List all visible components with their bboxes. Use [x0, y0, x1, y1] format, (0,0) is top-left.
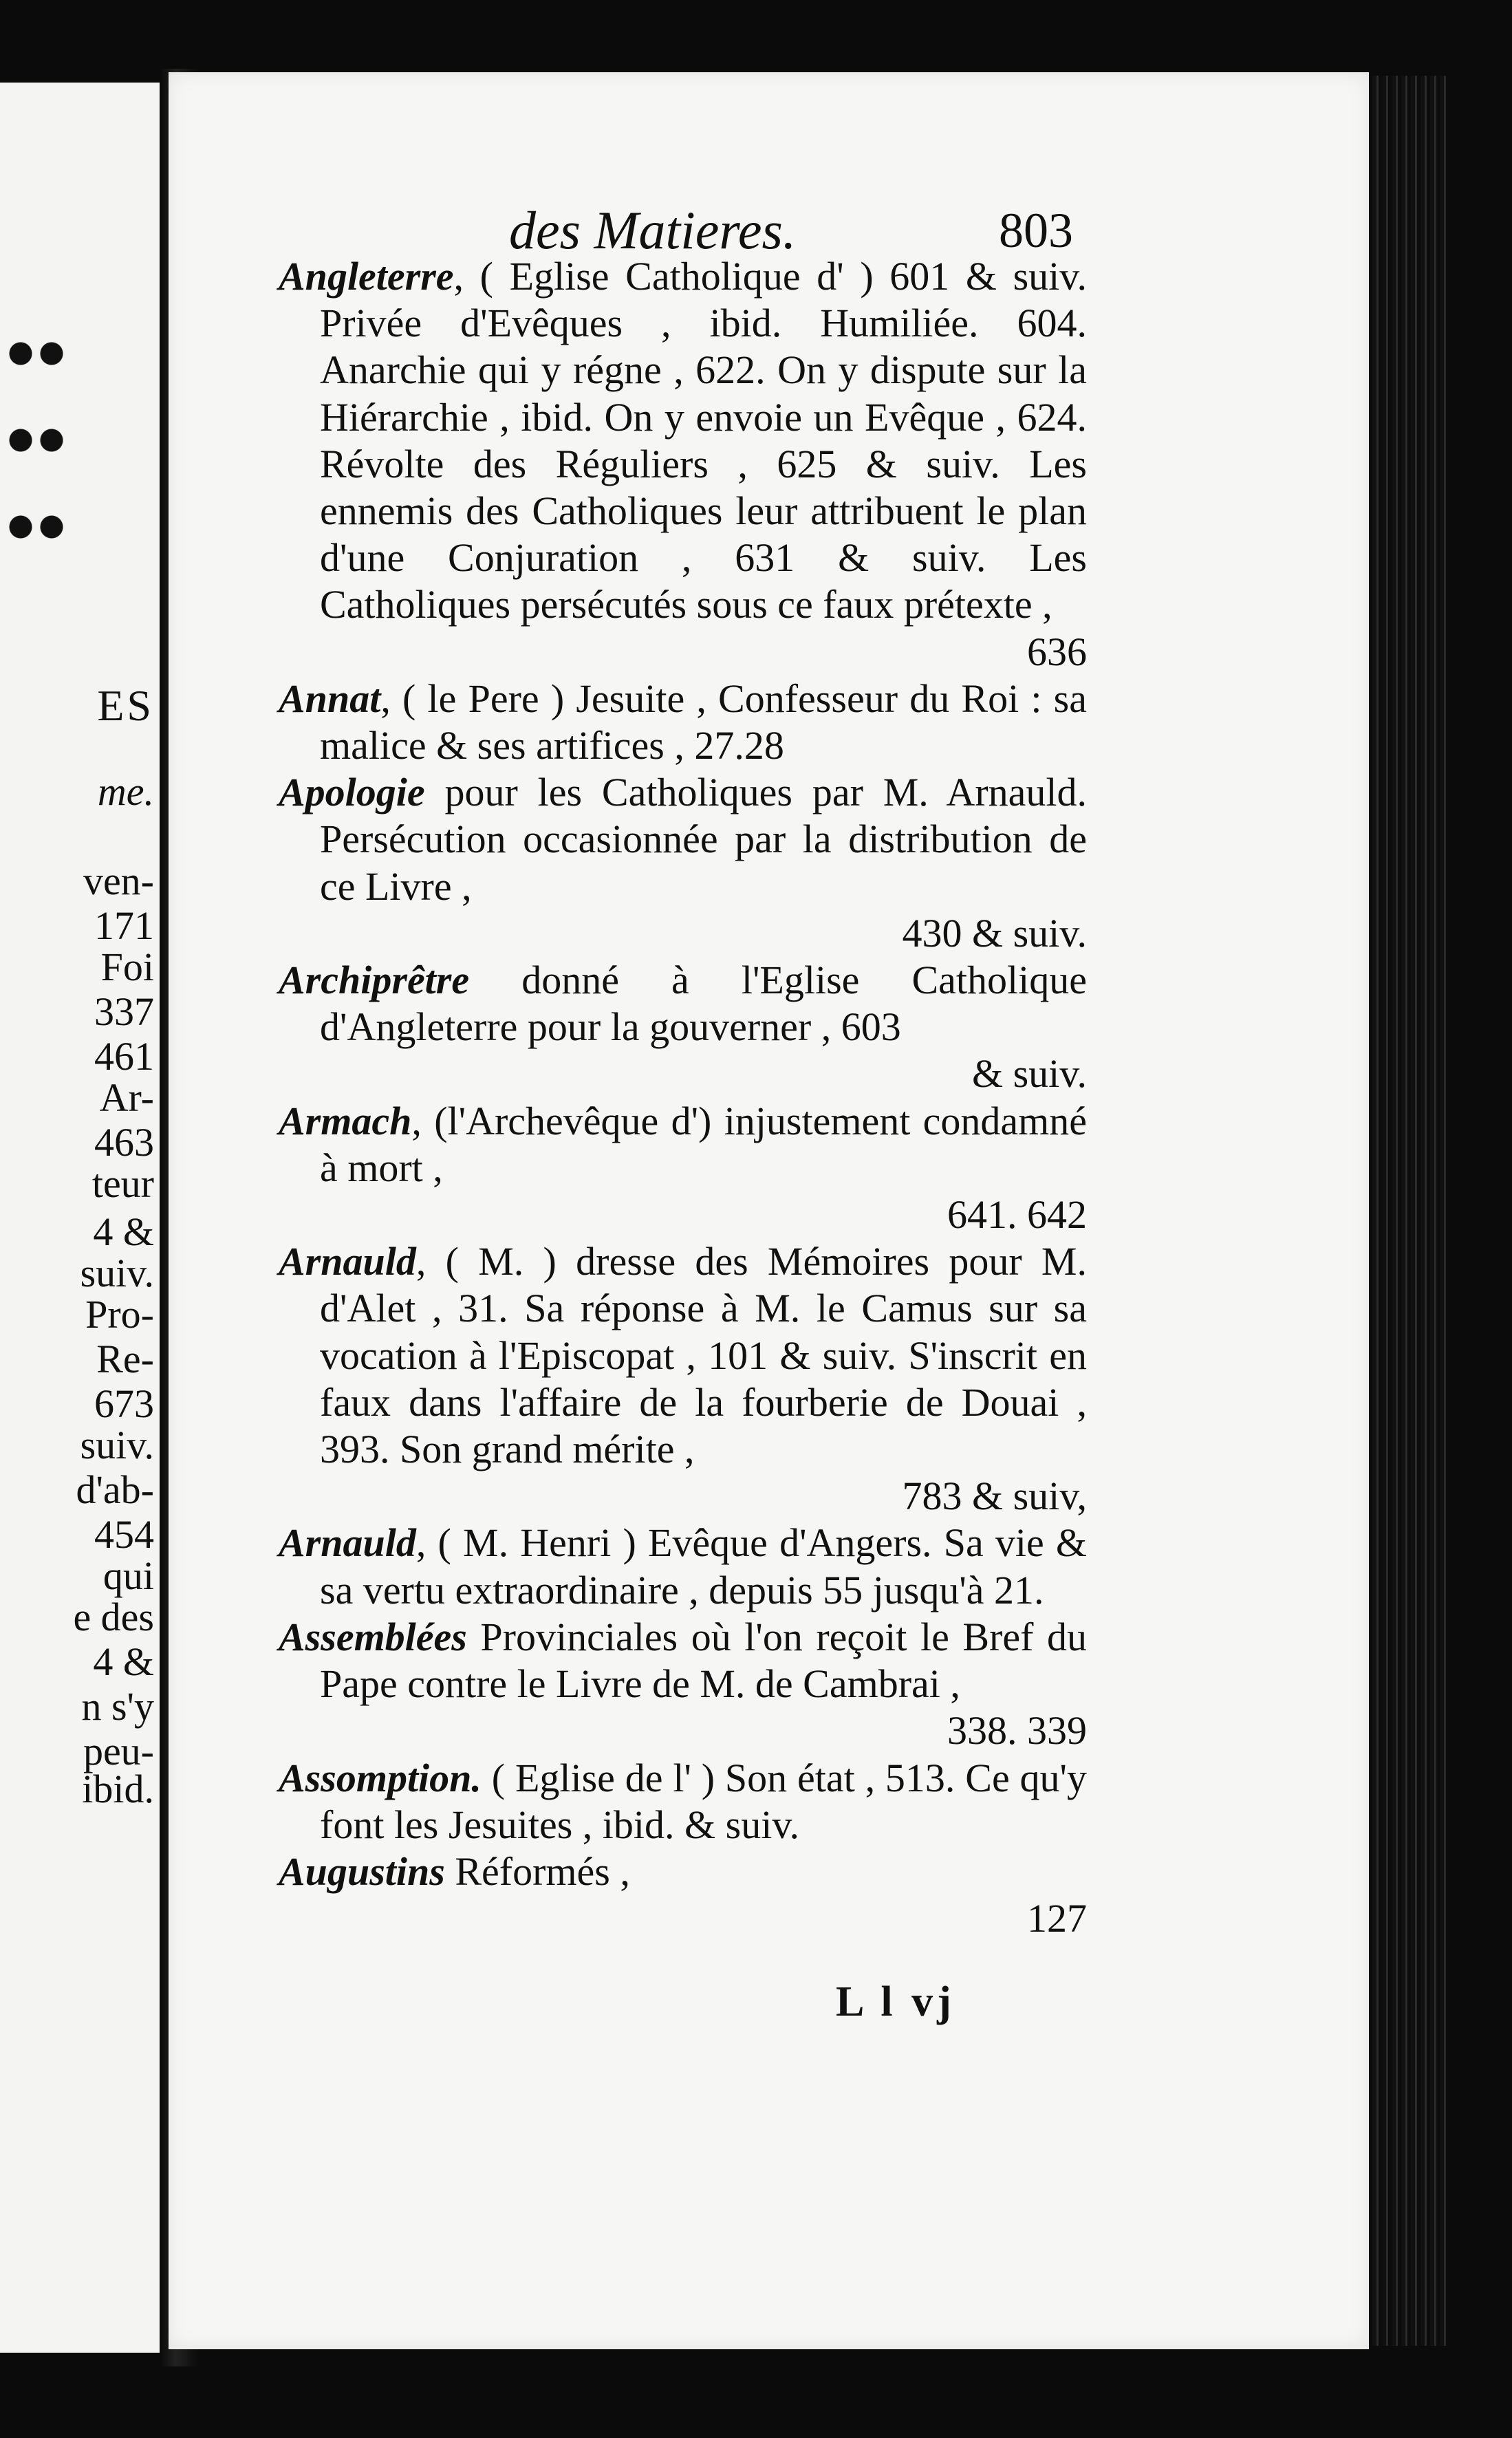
left-line: 4 & — [93, 1639, 154, 1684]
entry-page-ref: 636 — [1027, 629, 1087, 674]
entry-text: , ( Eglise Catholique d' ) 601 & suiv. Privée d'Evêques , ibid. Humiliée. 604. Anarchie qui y régne , 622. On y dispute sur la Hiérarchie , ibid. On y envoie un Evêque , 624. Révolte des Réguliers , 625 & suiv. Les ennemis des Catholiques leur attribuent le plan d'une Conjuration , 631 & suiv. Les Catholiques persécutés sous ce faux prétexte , — [320, 254, 1087, 627]
entry-page-ref: & suiv. — [971, 1051, 1087, 1097]
entry-heading: Assomption. — [279, 1755, 482, 1800]
entry-page-ref: 783 & suiv, — [902, 1474, 1087, 1519]
entry-heading: Angleterre — [279, 254, 454, 299]
entry-heading: Augustins — [279, 1848, 445, 1894]
left-line: 463 — [94, 1120, 154, 1165]
left-line: n s'y — [81, 1684, 154, 1729]
index-entry — [279, 253, 1087, 676]
running-head: des Matieres. — [509, 200, 797, 260]
left-line: qui — [102, 1553, 154, 1598]
entry-page-ref: 127 — [1027, 1896, 1087, 1941]
index-entry — [279, 1848, 1087, 1942]
entry-heading: Archiprêtre — [279, 958, 470, 1003]
left-line: 4 & — [93, 1209, 154, 1254]
page-number: 803 — [999, 203, 1073, 258]
left-line: Pro- — [85, 1292, 154, 1337]
signature-mark: L l vj — [836, 1978, 955, 2025]
left-line: suiv. — [80, 1423, 154, 1467]
entry-heading: Apologie — [279, 770, 425, 815]
left-line: suiv. — [80, 1251, 154, 1295]
entry-text: ( Eglise de l' ) Son état , 513. Ce qu'y font les Jesuites , ibid. & suiv. — [320, 1755, 1087, 1847]
left-line: Foi — [100, 945, 154, 989]
index-entry — [279, 1098, 1087, 1239]
entry-heading: Annat — [279, 676, 381, 721]
left-line: 454 — [94, 1512, 154, 1557]
entry-page-ref: 338. 339 — [947, 1708, 1087, 1754]
index-list — [279, 253, 1087, 1942]
entry-text: , ( le Pere ) Jesuite , Confesseur du Roi : sa malice & ses artifices , 27.28 — [320, 676, 1087, 768]
left-line: e des — [73, 1595, 154, 1639]
entry-text: donné à l'Eglise Catholique d'Angleterre pour la gouverner , 603 — [320, 958, 1087, 1050]
entry-text: , (l'Archevêque d') injustement condamné à mort , — [320, 1098, 1087, 1190]
entry-page-ref: 430 & suiv. — [902, 910, 1087, 956]
left-line: d'ab- — [76, 1467, 154, 1512]
entry-heading: Armach — [279, 1098, 412, 1143]
index-entry — [279, 1755, 1087, 1848]
ornament-icon — [0, 296, 69, 585]
left-line: 673 — [94, 1381, 154, 1426]
entry-page-ref: 641. 642 — [947, 1192, 1087, 1238]
left-italic-fragment: me. — [97, 769, 154, 814]
index-entry — [279, 957, 1087, 1098]
page-header — [509, 199, 1073, 261]
left-line: ven- — [83, 859, 154, 903]
left-line: ibid. — [82, 1767, 154, 1811]
index-entry — [279, 1614, 1087, 1755]
entry-text: , ( M. ) dresse des Mémoires pour M. d'Alet , 31. Sa réponse à M. le Camus sur sa vocation à l'Episcopat , 101 & suiv. S'inscrit en faux dans l'affaire de la fourberie de Douai , 393. Son grand mérite , — [320, 1239, 1087, 1472]
entry-text: Réformés , — [444, 1848, 630, 1894]
entry-heading: Assemblées — [279, 1614, 467, 1659]
entry-text: , ( M. Henri ) Evêque d'Angers. Sa vie & sa vertu extraordinaire , depuis 55 jusqu'à 21. — [320, 1520, 1087, 1612]
index-entry — [279, 1238, 1087, 1520]
entry-text: pour les Catholiques par M. Arnauld. Persécution occasionnée par la distribution de ce Livre , — [320, 770, 1087, 909]
left-page — [0, 83, 164, 2353]
left-line: peu- — [83, 1729, 154, 1773]
index-entry — [279, 769, 1087, 957]
index-entry — [279, 676, 1087, 769]
left-heading-fragment: ES — [97, 681, 154, 730]
page-edges — [1372, 76, 1448, 2346]
left-line: 461 — [94, 1034, 154, 1079]
entry-heading: Arnauld — [279, 1520, 416, 1566]
index-entry — [279, 1520, 1087, 1613]
left-line: 171 — [94, 903, 154, 948]
left-line: teur — [91, 1161, 154, 1206]
left-line: Ar- — [99, 1075, 154, 1120]
entry-heading: Arnauld — [279, 1239, 416, 1284]
left-line: Re- — [96, 1337, 154, 1381]
entry-text: Provinciales où l'on reçoit le Bref du Pape contre le Livre de M. de Cambrai , — [320, 1614, 1087, 1707]
left-line: 337 — [94, 989, 154, 1034]
